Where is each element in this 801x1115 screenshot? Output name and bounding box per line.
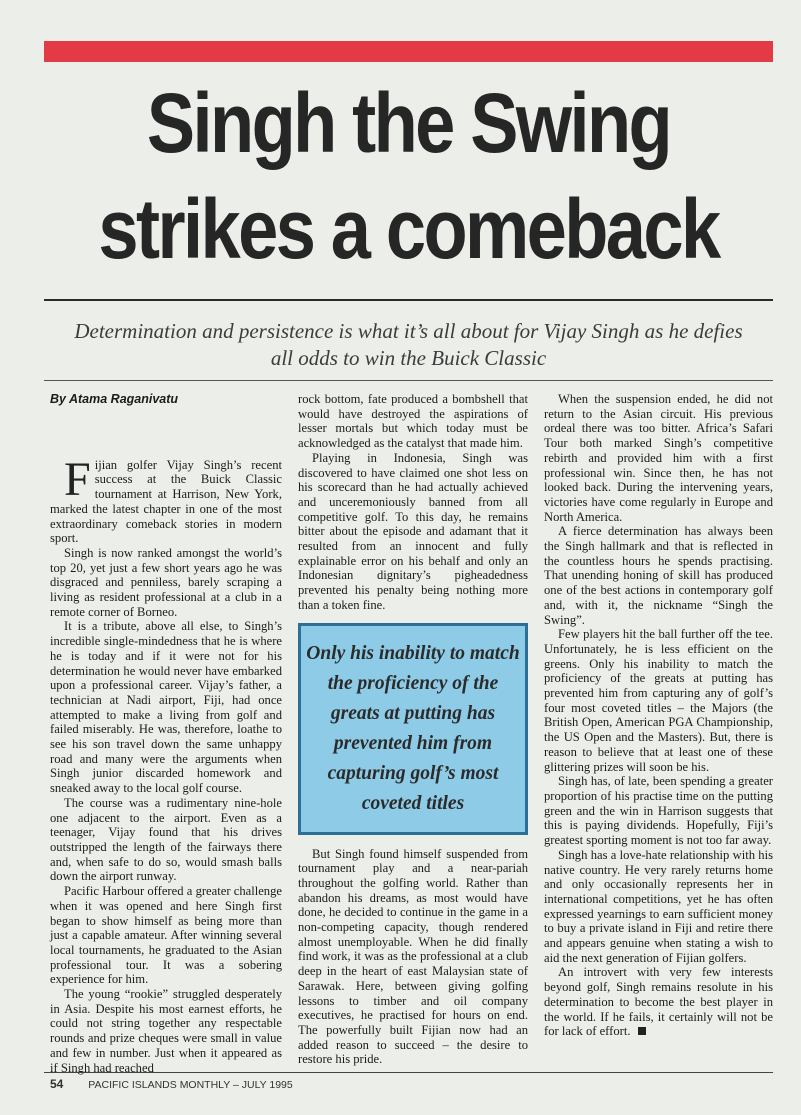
paragraph: A fierce determination has always been the Singh hallmark and that is reflected in the countless hours he spends practising. That unending honing of skill has produced one of the best actions in contemporary golf and, with it, the nickname “Singh the Swing”. xyxy=(544,524,773,627)
byline: By Atama Raganivatu xyxy=(50,392,179,406)
pull-quote xyxy=(298,623,528,835)
paragraph: It is a tribute, above all else, to Singh’s incredible single-mindedness that he is where he is today and if it were not for his determination he would never have embarked upon a professional career. Vijay’s father, a technician at Nadi airport, Fiji, had once attempted to make a living from golf and failed miserably. He was, therefore, loathe to see his son travel down the same unhappy road and many were the arguments when Singh junior discarded homework and sneaked away to the local golf course. xyxy=(50,619,282,796)
paragraph: But Singh found himself suspended from tournament play and a near-pariah throughout the golfing world. Rather than abandon his dreams, as most would have done, he decided to continue in the game in a non-competing capacity, though rendered almost unemployable. When he did finally find work, it was as the professional at a club deep in the heart of east Malaysian state of Sarawak. Here, between giving golfing lessons to timber and oil company executives, he practised for hours on end. The powerfully built Fijian now had an added reason to succeed – the desire to restore his pride. xyxy=(298,846,528,1067)
paragraph: Pacific Harbour offered a greater challenge when it was opened and here Singh first began to show himself as being more than just a capable amateur. After winning several local tournaments, he graduated to the Asian professional tour. It was a sobering experience for him. xyxy=(50,884,282,987)
headline-line-2: strikes a comeback xyxy=(98,182,719,276)
paragraph: Few players hit the ball further off the tee. Unfortunately, he is less efficient on the greens. Only his inability to match the proficiency of the greats at putting has prevented him from capturing any of golf’s four most coveted titles – the Majors (the British Open, American PGA Championship, the US Open and the Masters). But, there is reason to believe that at least one of these glittering prizes will soon be his. xyxy=(544,627,773,774)
paragraph: Singh is now ranked amongst the world’s top 20, yet just a few short years ago he was disgraced and penniless, barely scraping a living as resident professional at a club in a remote corner of Borneo. xyxy=(50,545,282,619)
deck-line-1: Determination and persistence is what it’s all about for Vijay Singh as he defies xyxy=(74,319,743,343)
pull-quote-text: Only his inability to match the proficiency of the greats at putting has prevented him from capturing golf’s most coveted titles xyxy=(306,642,520,814)
red-accent-bar xyxy=(44,41,773,62)
headline-rule xyxy=(44,299,773,301)
paragraph: An introvert with very few interests beyond golf, Singh remains resolute in his determination to become the best player in the world. If he fails, it certainly will not be for lack of effort. xyxy=(544,965,773,1039)
deck-rule xyxy=(44,380,773,381)
paragraph: Playing in Indonesia, Singh was discovered to have claimed one shot less on his scorecard than he had actually achieved and unceremoniously banned from all competitive golf. To this day, he remains bitter about the episode and adamant that it resulted from an innocent and fully explainable error on his behalf and only an Indonesian dignitary’s pigheadedness prevented his penalty being nothing more than a token fine. xyxy=(298,450,528,612)
article-column-1 xyxy=(50,392,282,1075)
headline xyxy=(95,70,722,290)
paragraph: Fijian golfer Vijay Singh’s recent success at the Buick Classic tournament at Harrison, New York, marked the latest chapter in one of the most extraordinary comeback stories in modern sport. xyxy=(50,452,282,546)
footer-rule xyxy=(44,1072,773,1073)
paragraph: When the suspension ended, he did not return to the Asian circuit. His previous ordeal there was too bitter. Africa’s Safari Tour both marked Singh’s competitive rebirth and provided him with a first professional win. Since then, he has not looked back. During the intervening years, victories have come regularly in Europe and North America. xyxy=(544,392,773,524)
deck xyxy=(50,318,767,372)
paragraph: Singh has, of late, been spending a greater proportion of his practise time on the putting green and the win in Harrison suggests that this is paying dividends. Hopefully, Fiji’s greatest sporting moment is not too far away. xyxy=(544,774,773,848)
page-footer xyxy=(50,1077,293,1091)
headline-line-1: Singh the Swing xyxy=(146,76,671,170)
publication-line: PACIFIC ISLANDS MONTHLY – JULY 1995 xyxy=(88,1079,293,1091)
article-column-3 xyxy=(544,392,773,1039)
article-column-2 xyxy=(298,392,528,1067)
page-number: 54 xyxy=(50,1077,64,1091)
end-mark-icon xyxy=(638,1027,646,1035)
paragraph: The young “rookie” struggled desperately in Asia. Despite his most earnest efforts, he could not string together any respectable rounds and prize cheques were small in value and few in number. Just when it appeared as if Singh had reached xyxy=(50,987,282,1075)
drop-cap: F xyxy=(64,452,91,506)
deck-line-2: all odds to win the Buick Classic xyxy=(270,346,547,370)
paragraph: Singh has a love-hate relationship with his native country. He very rarely returns home and only occasionally represents her in international competitions, yet he has often expressed yearnings to earn sufficient money to buy a private island in Fiji and retire there and appears genuine when stating a wish to aid the next generation of Fijian golfers. xyxy=(544,847,773,965)
paragraph: The course was a rudimentary nine-hole one adjacent to the airport. Even as a teenager, Vijay found that his drives outstripped the length of the fairways there and, when safe to do so, would smash balls down the airport runway. xyxy=(50,795,282,884)
paragraph: rock bottom, fate produced a bombshell that would have destroyed the aspirations of lesser mortals but which today must be acknowledged as the catalyst that made him. xyxy=(298,392,528,451)
